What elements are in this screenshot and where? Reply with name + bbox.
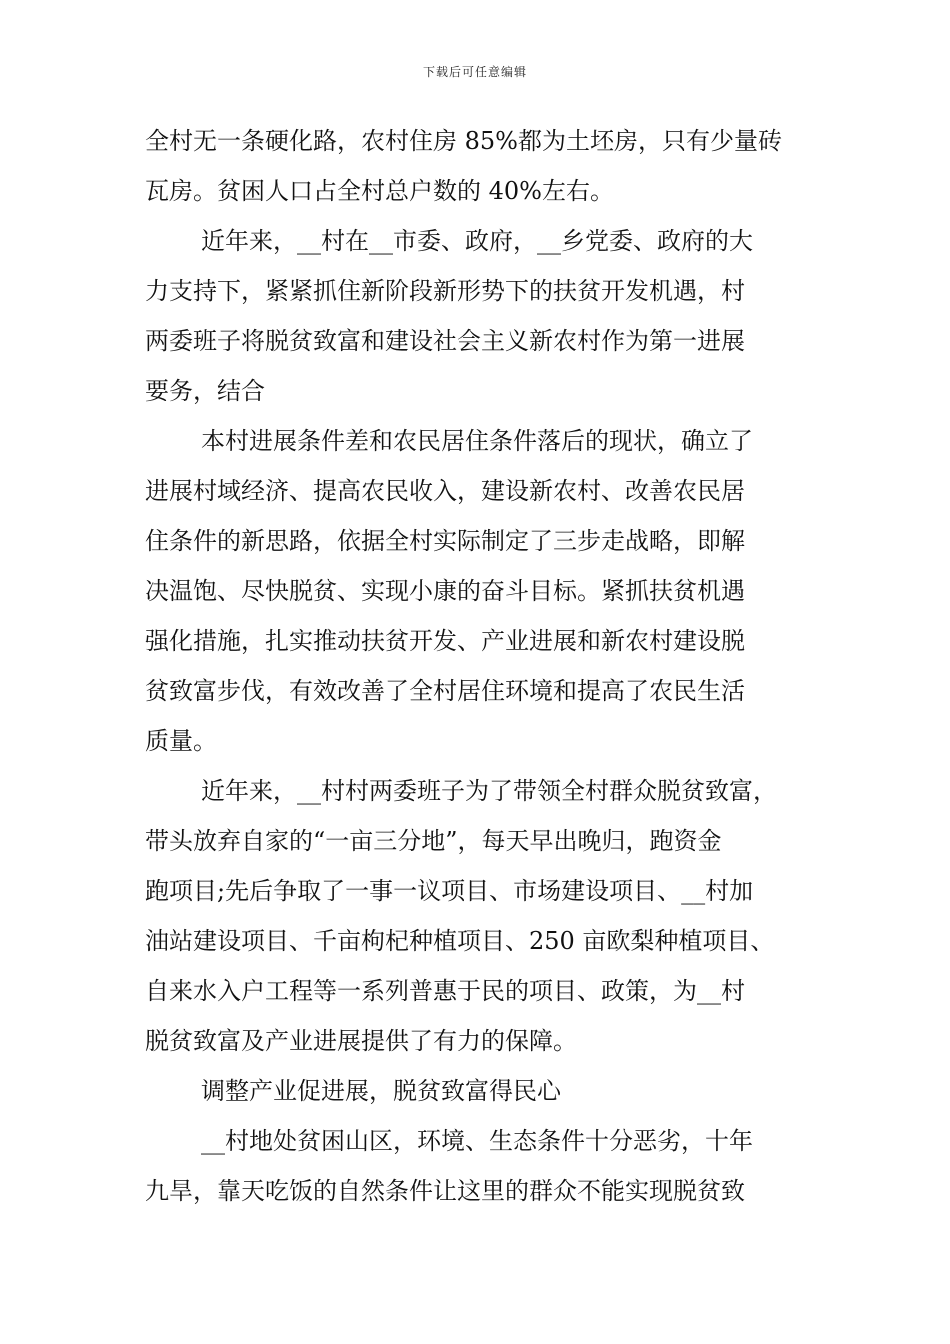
text-line: 要务，结合: [145, 377, 265, 405]
text-line: __村地处贫困山区，环境、生态条件十分恶劣，十年: [201, 1127, 753, 1155]
paragraph: [145, 429, 809, 753]
text-line: 瓦房。贫困人口占全村总户数的 40%左右。: [145, 177, 614, 205]
text-line: 自来水入户工程等一系列普惠于民的项目、政策，为__村: [145, 977, 745, 1005]
text-line: 决温饱、尽快脱贫、实现小康的奋斗目标。紧抓扶贫机遇: [145, 577, 745, 605]
paragraph: [145, 229, 809, 403]
text-line: 脱贫致富及产业进展提供了有力的保障。: [145, 1027, 577, 1055]
text-line: 质量。: [145, 727, 217, 755]
paragraph: [145, 1129, 809, 1203]
page-header: 下载后可任意编辑: [422, 65, 527, 79]
paragraph: [145, 129, 809, 203]
document-body: [145, 129, 809, 1203]
text-line: 油站建设项目、千亩枸杞种植项目、250 亩欧梨种植项目、: [145, 927, 775, 955]
text-line: 住条件的新思路，依据全村实际制定了三步走战略，即解: [145, 527, 745, 555]
text-line: 近年来，__村村两委班子为了带领全村群众脱贫致富，: [201, 777, 777, 805]
text-line: 贫致富步伐，有效改善了全村居住环境和提高了农民生活: [145, 677, 745, 705]
text-line: 近年来，__村在__市委、政府，__乡党委、政府的大: [201, 227, 753, 255]
section-heading: [145, 1079, 809, 1103]
text-line: 进展村域经济、提高农民收入，建设新农村、改善农民居: [145, 477, 745, 505]
paragraph: [145, 779, 809, 1053]
text-line: 跑项目;先后争取了一事一议项目、市场建设项目、__村加: [145, 877, 754, 905]
text-line: 调整产业促进展，脱贫致富得民心: [201, 1077, 561, 1105]
text-line: 强化措施，扎实推动扶贫开发、产业进展和新农村建设脱: [145, 627, 745, 655]
text-line: 两委班子将脱贫致富和建设社会主义新农村作为第一进展: [145, 327, 745, 355]
text-line: 本村进展条件差和农民居住条件落后的现状，确立了: [201, 427, 753, 455]
text-line: 九旱，靠天吃饭的自然条件让这里的群众不能实现脱贫致: [145, 1177, 745, 1205]
text-line: 力支持下，紧紧抓住新阶段新形势下的扶贫开发机遇，村: [145, 277, 745, 305]
text-line: 带头放弃自家的“一亩三分地”，每天早出晚归，跑资金: [145, 827, 722, 855]
text-line: 全村无一条硬化路，农村住房 85%都为土坯房，只有少量砖: [145, 127, 782, 155]
